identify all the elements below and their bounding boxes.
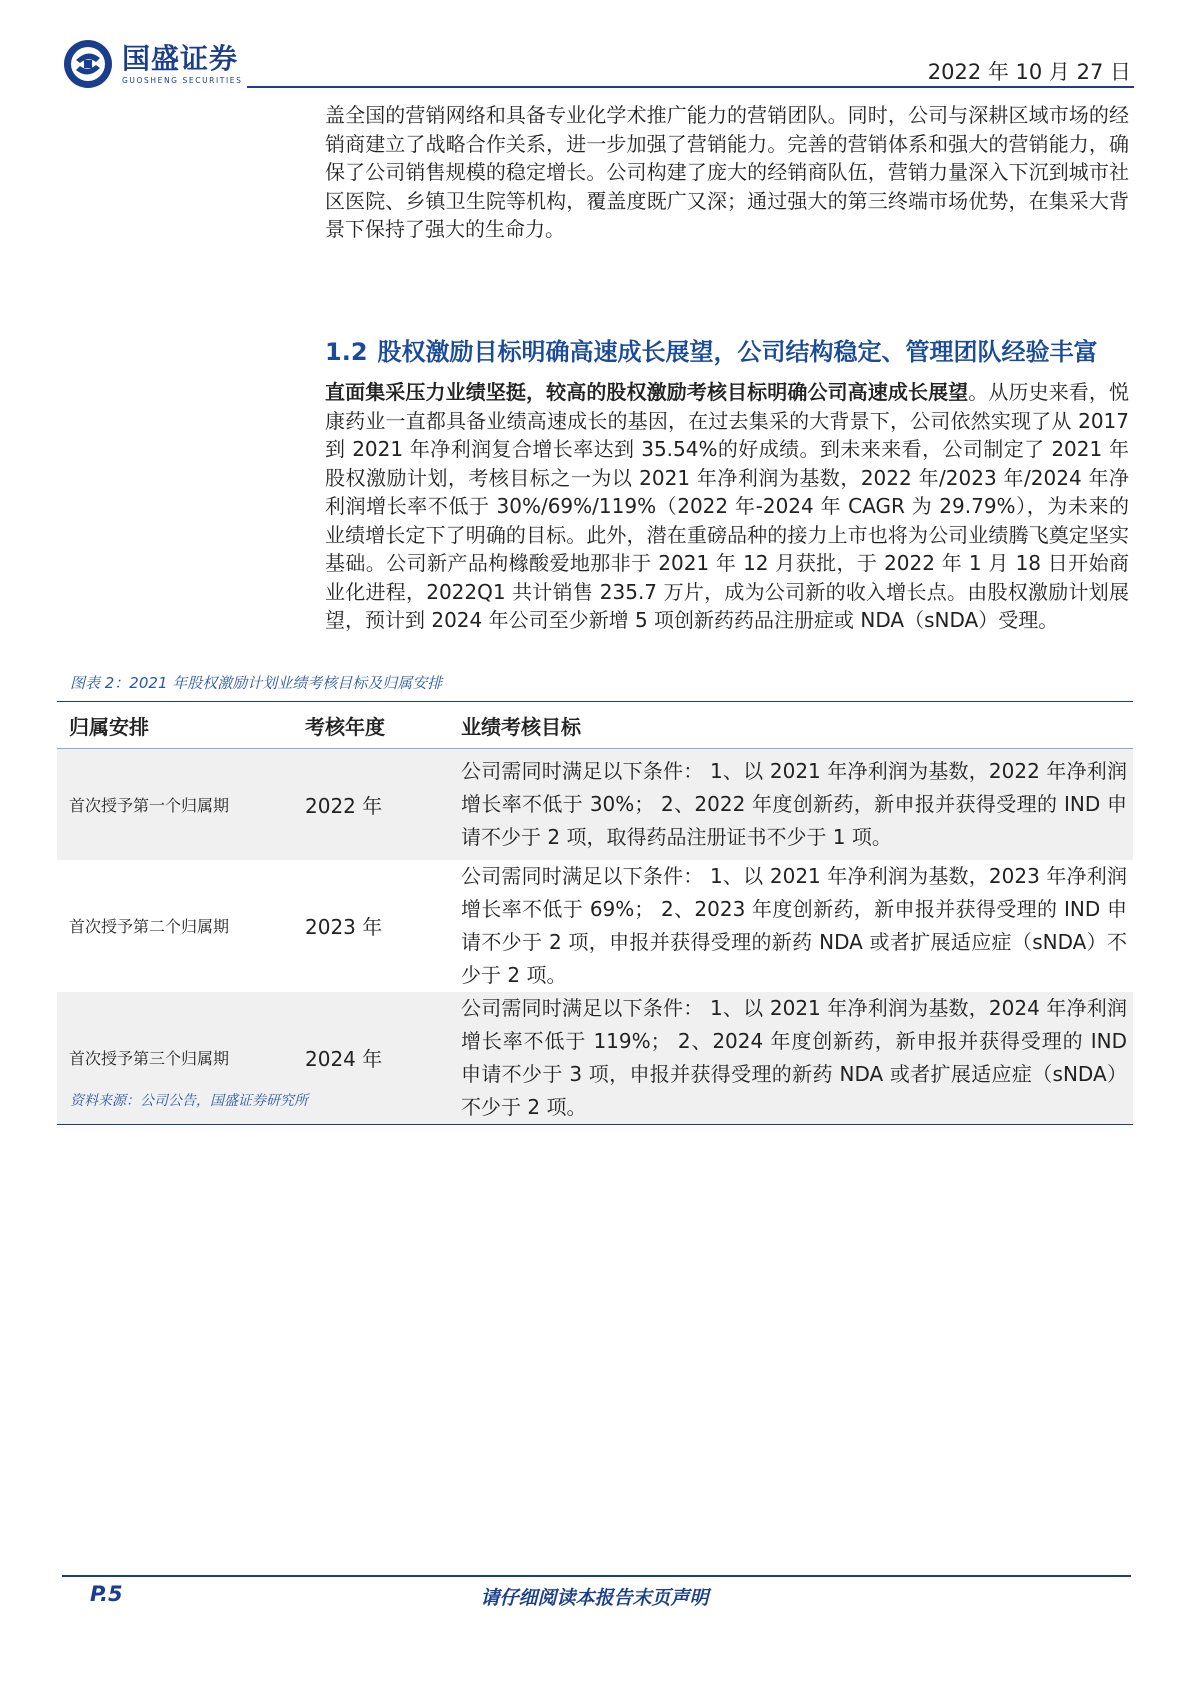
footer-divider — [62, 1575, 1131, 1577]
page-number: P.5 — [90, 1582, 123, 1606]
disclaimer-note: 请仔细阅读本报告末页声明 — [480, 1587, 709, 1609]
cell-target: 公司需同时满足以下条件： 1、以 2021 年净利润为基数，2023 年净利润增长率不低于 69%； 2、2023 年度创新药，新申报并获得受理的 IND 申请不少于 2 项，申报并获得受理的新药 NDA 或者扩展适应症（sNDA）不少于 2 项。 — [461, 863, 1127, 987]
incentive-paragraph — [325, 378, 1129, 635]
header-arrangement: 归属安排 — [57, 702, 293, 749]
cell-arrangement: 首次授予第一个归属期 — [69, 795, 230, 815]
header-target: 业绩考核目标 — [449, 702, 1133, 749]
paragraph-lead: 直面集采压力业绩坚挺，较高的股权激励考核目标明确公司高速成长展望 — [325, 380, 969, 404]
table-source: 资料来源：公司公告，国盛证券研究所 — [70, 1093, 308, 1109]
cell-arrangement: 首次授予第二个归属期 — [69, 917, 230, 936]
table-row — [57, 749, 1133, 860]
cell-year: 2024 年 — [305, 1047, 383, 1071]
intro-paragraph: 盖全国的营销网络和具备专业化学术推广能力的营销团队。同时，公司与深耕区域市场的经销商建立了战略合作关系，进一步加强了营销能力。完善的营销体系和强大的营销能力，确保了公司销售规模的稳定增长。公司构建了庞大的经销商队伍，营销力量深入下沉到城市社区医院、乡镇卫生院等机构，覆盖度既广又深；通过强大的第三终端市场优势，在集采大背景下保持了强大的生命力。 — [325, 103, 1129, 241]
logo-name-en: GUOSHENG SECURITIES — [122, 75, 243, 85]
paragraph-body: 。从历史来看，悦康药业一直都具备业绩高速成长的基因，在过去集采的大背景下，公司依然实现了从 2017 到 2021 年净利润复合增长率达到 35.54%的好成绩。到未来来看，公司制定了 2021 年股权激励计划，考核目标之一为以 2021 年净利润为基数，2022 年/2023 年/2024 年净利润增长率不低于 30%/69%/119%（2022 年-2024 年 CAGR 为 29.79%），为未来的业绩增长定下了明确的目标。此外，潜在重磅品种的接力上市也将为公司业绩腾飞奠定坚实基础。公司新产品枸橼酸爱地那非于 2021 年 12 月获批，于 2022 年 1 月 18 日开始商业化进程，2022Q1 共计销售 235.7 万片，成为公司新的收入增长点。由股权激励计划展望，预计到 2024 年公司至少新增 5 项创新药药品注册症或 NDA（sNDA）受理。 — [325, 380, 1129, 632]
cell-year: 2023 年 — [305, 915, 383, 939]
logo-name-cn: 国盛证券 — [122, 41, 239, 75]
header-divider — [247, 86, 1134, 88]
guosheng-logo-icon — [62, 38, 114, 90]
section-number: 1.2 — [325, 338, 368, 366]
table-caption: 图表 2：2021 年股权激励计划业绩考核目标及归属安排 — [70, 674, 443, 692]
table-header-row — [57, 702, 1133, 749]
cell-arrangement: 首次授予第三个归属期 — [69, 1049, 230, 1068]
section-title: 股权激励目标明确高速成长展望，公司结构稳定、管理团队经验丰富 — [377, 338, 1098, 366]
report-date: 2022 年 10 月 27 日 — [927, 60, 1131, 84]
section-heading — [325, 332, 1145, 367]
incentive-target-table — [57, 701, 1133, 1125]
cell-year: 2022 年 — [305, 793, 383, 818]
table-row — [57, 860, 1133, 992]
cell-target: 公司需同时满足以下条件： 1、以 2021 年净利润为基数，2024 年净利润增长率不低于 119%； 2、2024 年度创新药，新申报并获得受理的 IND 申请不少于 3 项，申报并获得受理的新药 NDA 或者扩展适应症（sNDA）不少于 2 项。 — [461, 995, 1127, 1119]
header-year: 考核年度 — [293, 702, 449, 749]
cell-target: 公司需同时满足以下条件： 1、以 2021 年净利润为基数，2022 年净利润增长率不低于 30%； 2、2022 年度创新药，新申报并获得受理的 IND 申请不少于 2 项，取得药品注册证书不少于 1 项。 — [461, 758, 1127, 849]
company-logo — [62, 38, 243, 90]
